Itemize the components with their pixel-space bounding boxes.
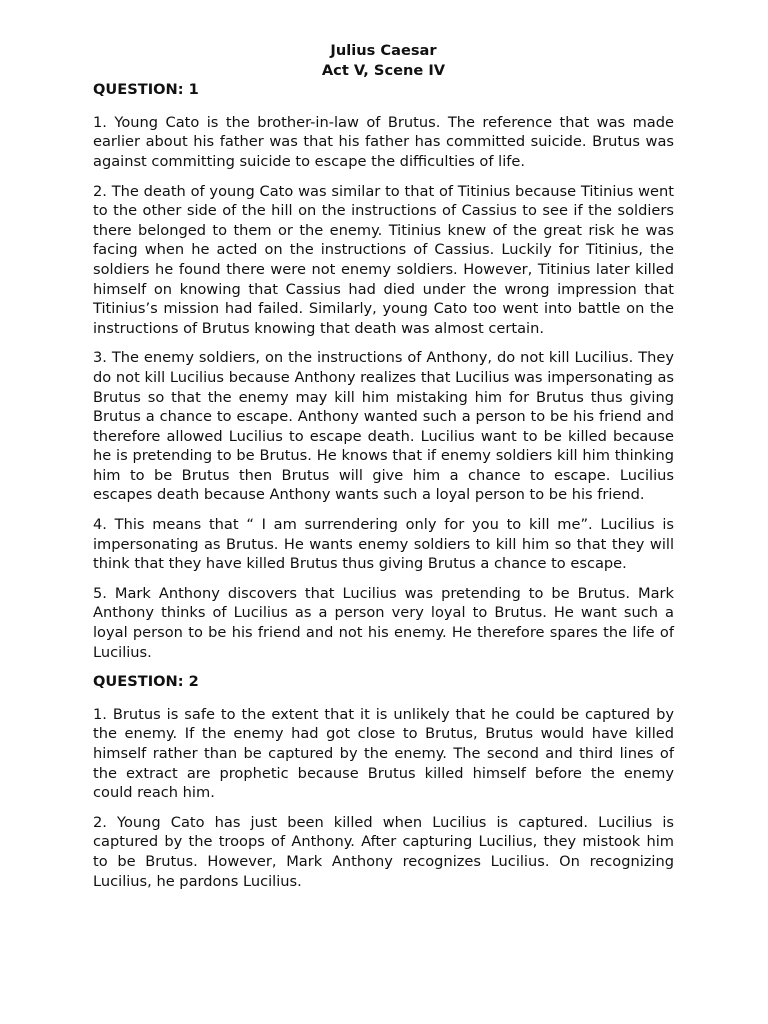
answer-paragraph: 5. Mark Anthony discovers that Lucilius was pretending to be Brutus. Mark Anthony thinks of Lucilius as a person very loyal to Brutus. He want such a loyal person to be his friend and not his enemy. He therefore spares the life of Lucilius. <box>93 584 674 661</box>
document-subtitle: Act V, Scene IV <box>321 61 446 79</box>
answer-paragraph: 1. Brutus is safe to the extent that it is unlikely that he could be captured by the enemy. If the enemy had got close to Brutus, Brutus would have killed himself rather than be captured by the enemy. The second and third lines of the extract are prophetic because Brutus killed himself before the enemy could reach him. <box>93 705 674 802</box>
document-page <box>93 41 674 901</box>
section-heading-question-2: QUESTION: 2 <box>93 673 199 691</box>
answer-paragraph: 2. The death of young Cato was similar to that of Titinius because Titinius went to the other side of the hill on the instructions of Cassius to see if the soldiers there belonged to them or the enemy. Titinius knew of the great risk he was facing when he acted on the instructions of Cassius. Luckily for Titinius, the soldiers he found there were not enemy soldiers. However, Titinius later killed himself on knowing that Cassius had died under the wrong impression that Titinius’s mission had failed. Similarly, young Cato too went into battle on the instructions of Brutus knowing that death was almost certain. <box>93 182 674 337</box>
answer-paragraph: 1. Young Cato is the brother-in-law of Brutus. The reference that was made earlier about his father was that his father has committed suicide. Brutus was against committing suicide to escape the difficulties of life. <box>93 113 674 170</box>
answer-paragraph: 3. The enemy soldiers, on the instructions of Anthony, do not kill Lucilius. They do not kill Lucilius because Anthony realizes that Lucilius was impersonating as Brutus so that the enemy may kill him mistaking him for Brutus thus giving Brutus a chance to escape. Anthony wanted such a person to be his friend and therefore allowed Lucilius to escape death. Lucilius want to be killed because he is pretending to be Brutus. He knows that if enemy soldiers kill him thinking him to be Brutus then Brutus will give him a chance to escape. Lucilius escapes death because Anthony wants such a loyal person to be his friend. <box>93 349 674 504</box>
section-heading-question-1: QUESTION: 1 <box>93 81 199 99</box>
document-title: Julius Caesar <box>330 42 437 59</box>
answer-paragraph: 4. This means that “ I am surrendering only for you to kill me”. Lucilius is impersonating as Brutus. He wants enemy soldiers to kill him so that they will think that they have killed Brutus thus giving Brutus a chance to escape. <box>93 516 674 573</box>
answer-paragraph: 2. Young Cato has just been killed when Lucilius is captured. Lucilius is captured by the troops of Anthony. After capturing Lucilius, they mistook him to be Brutus. However, Mark Anthony recognizes Lucilius. On recognizing Lucilius, he pardons Lucilius. <box>93 813 674 890</box>
